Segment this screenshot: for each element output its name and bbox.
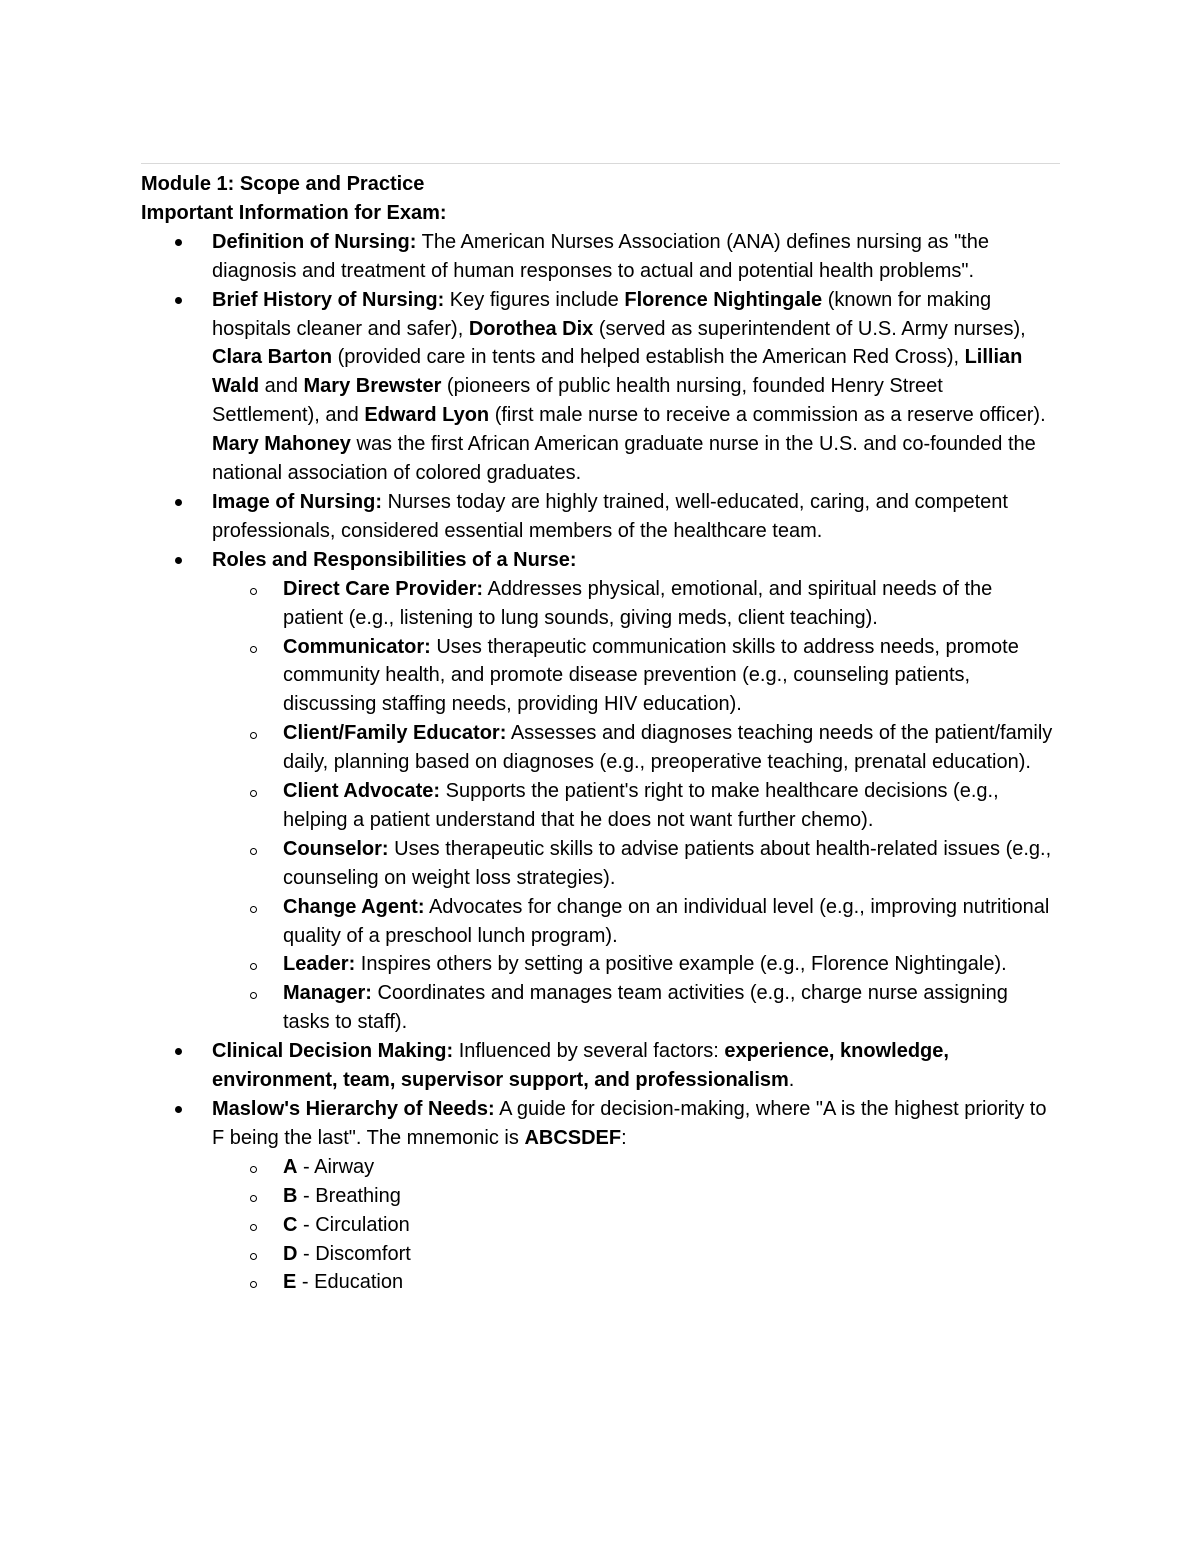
mnemonic-letter: E: [283, 1271, 297, 1294]
topic-clinical-decision: [212, 1037, 1056, 1095]
person-name: Clara Barton: [212, 346, 333, 369]
module-title: Module 1: Scope and Practice: [141, 173, 425, 195]
role-label: Manager:: [283, 982, 372, 1005]
mnemonic-meaning: - Circulation: [297, 1213, 410, 1236]
topic-definition: [212, 228, 1056, 286]
role-label: Communicator:: [283, 635, 431, 658]
role-text: Assesses and diagnoses teaching needs of the patient/family daily, planning based on diagnoses (e.g., preoperative teaching, prenatal education).: [283, 722, 1053, 774]
topic-roles: [212, 546, 1056, 1037]
topic-text: and: [259, 375, 304, 398]
mnemonic-meaning: - Breathing: [297, 1184, 401, 1207]
topic-text: Influenced by several factors:: [453, 1040, 725, 1063]
section-heading: Important Information for Exam:: [141, 201, 447, 224]
topic-text: was the first African American graduate nurse in the U.S. and co-founded the national association of colored graduates.: [212, 433, 1036, 485]
topic-text: (served as superintendent of U.S. Army nurses),: [593, 317, 1026, 340]
mnemonic-meaning: - Education: [296, 1271, 404, 1294]
role-item: [283, 633, 1056, 720]
topic-label: Maslow's Hierarchy of Needs:: [212, 1098, 495, 1120]
role-text: Supports the patient's right to make healthcare decisions (e.g., helping a patient understand that he does not want further chemo).: [283, 780, 999, 831]
role-item: [283, 893, 1056, 951]
mnemonic-letter: B: [283, 1184, 298, 1207]
mnemonic-item: [283, 1240, 1056, 1269]
mnemonic-letter: A: [283, 1155, 298, 1178]
role-item: [283, 979, 1056, 1037]
mnemonic-letter: C: [283, 1213, 298, 1236]
topic-image: [212, 488, 1056, 546]
topic-label: Definition of Nursing:: [212, 230, 417, 253]
role-label: Counselor:: [283, 837, 389, 860]
topic-label: Image of Nursing:: [212, 490, 383, 513]
role-item: [283, 835, 1056, 893]
person-name: Lillian Wald: [212, 346, 1023, 398]
role-item: [283, 575, 1056, 633]
topic-text-end: :: [621, 1126, 627, 1149]
topic-text: (provided care in tents and helped establish the American Red Cross),: [332, 346, 965, 369]
topic-text: (pioneers of public health nursing, founded Henry Street Settlement), and: [212, 375, 943, 427]
role-label: Client Advocate:: [283, 780, 441, 803]
topic-text: Nurses today are highly trained, well-educated, caring, and competent professionals, considered essential members of the healthcare team.: [212, 490, 1008, 542]
topic-text: (known for making hospitals cleaner and safer),: [212, 288, 992, 340]
roles-list: [212, 575, 1056, 1038]
topic-text: A guide for decision-making, where "A is the highest priority to F being the last". The mnemonic is: [212, 1098, 1047, 1149]
mnemonic-item: [283, 1182, 1056, 1211]
person-name: Dorothea Dix: [468, 317, 594, 340]
topic-text: (first male nurse to receive a commission as a reserve officer).: [489, 404, 1046, 427]
topic-text-end: .: [788, 1069, 795, 1092]
role-text: Coordinates and manages team activities (e.g., charge nurse assigning tasks to staff).: [283, 982, 1008, 1034]
mnemonic-letter: D: [283, 1242, 298, 1265]
header-divider: [141, 163, 1060, 164]
mnemonic-item: [283, 1211, 1056, 1240]
role-text: Addresses physical, emotional, and spiritual needs of the patient (e.g., listening to lung sounds, giving meds, client teaching).: [283, 577, 993, 629]
mnemonic-meaning: - Discomfort: [297, 1242, 411, 1265]
role-text: Uses therapeutic skills to advise patients about health-related issues (e.g., counseling on weight loss strategies).: [283, 837, 1052, 889]
role-item: [283, 777, 1056, 835]
topic-maslow: [212, 1095, 1056, 1297]
topic-label: Roles and Responsibilities of a Nurse:: [212, 548, 577, 571]
role-label: Client/Family Educator:: [283, 722, 507, 745]
role-text: Uses therapeutic communication skills to address needs, promote community health, and promote disease prevention (e.g., counseling patients, discussing staffing needs, providing HIV education).: [283, 635, 1019, 716]
mnemonic-list: [212, 1153, 1056, 1298]
role-text: Advocates for change on an individual level (e.g., improving nutritional quality of a preschool lunch program).: [283, 895, 1050, 947]
mnemonic-item: [283, 1268, 1056, 1297]
topic-label: Clinical Decision Making:: [212, 1040, 454, 1063]
person-name: Mary Brewster: [303, 375, 442, 398]
role-item: [283, 719, 1056, 777]
mnemonic-text: ABCSDEF: [524, 1126, 622, 1149]
person-name: Edward Lyon: [364, 404, 490, 427]
role-label: Leader:: [283, 953, 356, 976]
role-item: [283, 950, 1056, 979]
person-name: Florence Nightingale: [624, 288, 823, 311]
document-body: [141, 170, 1056, 1297]
role-text: Inspires others by setting a positive example (e.g., Florence Nightingale).: [355, 953, 1007, 976]
topic-text: Key figures include: [444, 288, 625, 311]
mnemonic-meaning: - Airway: [297, 1155, 375, 1178]
topic-list: [141, 228, 1056, 1298]
topic-text: The American Nurses Association (ANA) defines nursing as "the diagnosis and treatment of human responses to actual and potential health problems".: [212, 230, 989, 282]
topic-label: Brief History of Nursing:: [212, 288, 445, 311]
role-label: Direct Care Provider:: [283, 577, 484, 600]
person-name: Mary Mahoney: [212, 433, 351, 456]
role-label: Change Agent:: [283, 895, 425, 918]
topic-history: [212, 286, 1056, 488]
factors-text: experience, knowledge, environment, team, supervisor support, and professionalism: [212, 1040, 949, 1092]
mnemonic-item: [283, 1153, 1056, 1182]
